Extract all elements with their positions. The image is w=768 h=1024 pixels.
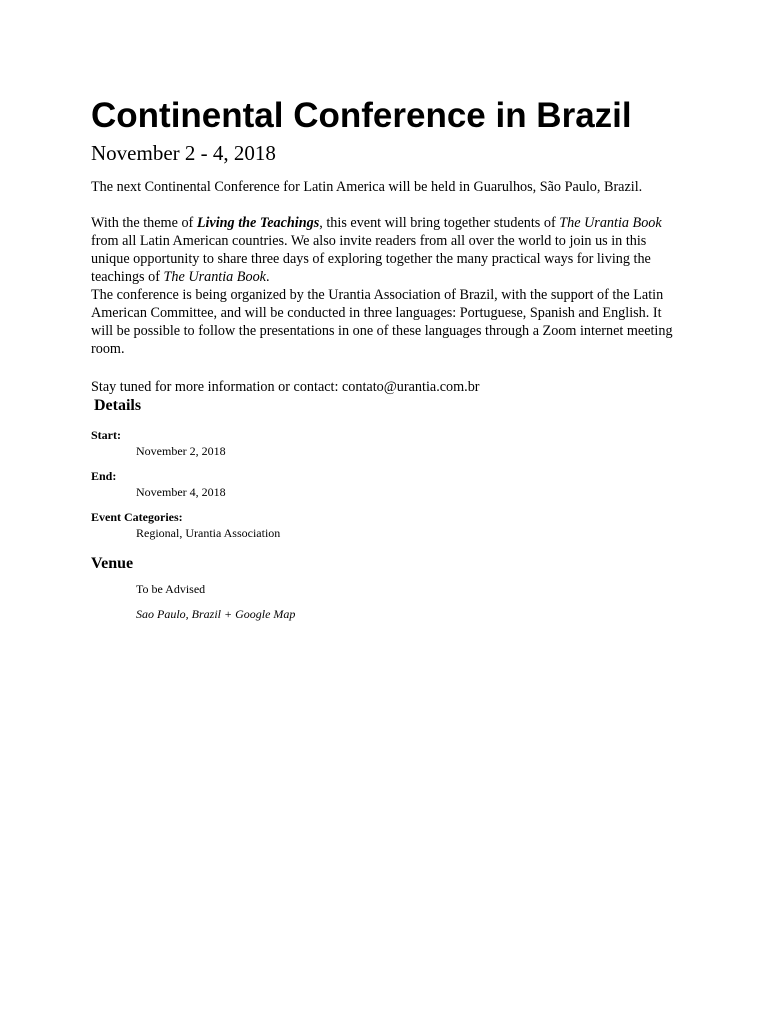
categories-value[interactable]: Regional, Urantia Association: [136, 526, 281, 540]
theme-paragraph: [91, 214, 681, 286]
book-title: The Urantia Book: [559, 215, 662, 231]
theme-title: Living the Teachings: [196, 215, 320, 231]
organization-paragraph: The conference is being organized by the Urantia Association of Brazil, with the support of the Latin American Committee, and will be conducted in three languages: Portuguese, Spanish and English. It will be possible to follow the presentations in one of these languages through a Zoom internet meeting room.: [91, 287, 673, 357]
categories-label: Event Categories:: [91, 510, 183, 524]
venue-heading: Venue: [91, 555, 134, 572]
contact-paragraph: [91, 378, 681, 396]
theme-middle: from all Latin American countries. We also invite readers from all over the world to join us in this unique opportunity to share three days of exploring together the many practical ways for living the teachings of: [91, 233, 651, 285]
theme-end: .: [265, 269, 270, 285]
page-title: Continental Conference in Brazil: [91, 96, 632, 135]
contact-email-link[interactable]: contato@urantia.com.br: [341, 379, 480, 395]
contact-prefix: Stay tuned for more information or contact:: [91, 379, 342, 395]
venue-name: To be Advised: [136, 582, 206, 596]
venue-location[interactable]: Sao Paulo, Brazil + Google Map: [136, 607, 296, 621]
end-value: November 4, 2018: [136, 485, 226, 499]
start-value: November 2, 2018: [136, 444, 226, 458]
start-label: Start:: [91, 428, 121, 442]
event-page: [91, 94, 681, 622]
book-title: The Urantia Book: [163, 269, 266, 285]
intro-paragraph: The next Continental Conference for Latin America will be held in Guarulhos, São Paulo, Brazil.: [91, 179, 643, 195]
theme-prefix: With the theme of: [91, 215, 197, 231]
end-label: End:: [91, 469, 117, 483]
event-date-range: November 2 - 4, 2018: [91, 141, 276, 165]
details-heading: Details: [94, 397, 142, 414]
theme-after: , this event will bring together students of: [319, 215, 560, 231]
